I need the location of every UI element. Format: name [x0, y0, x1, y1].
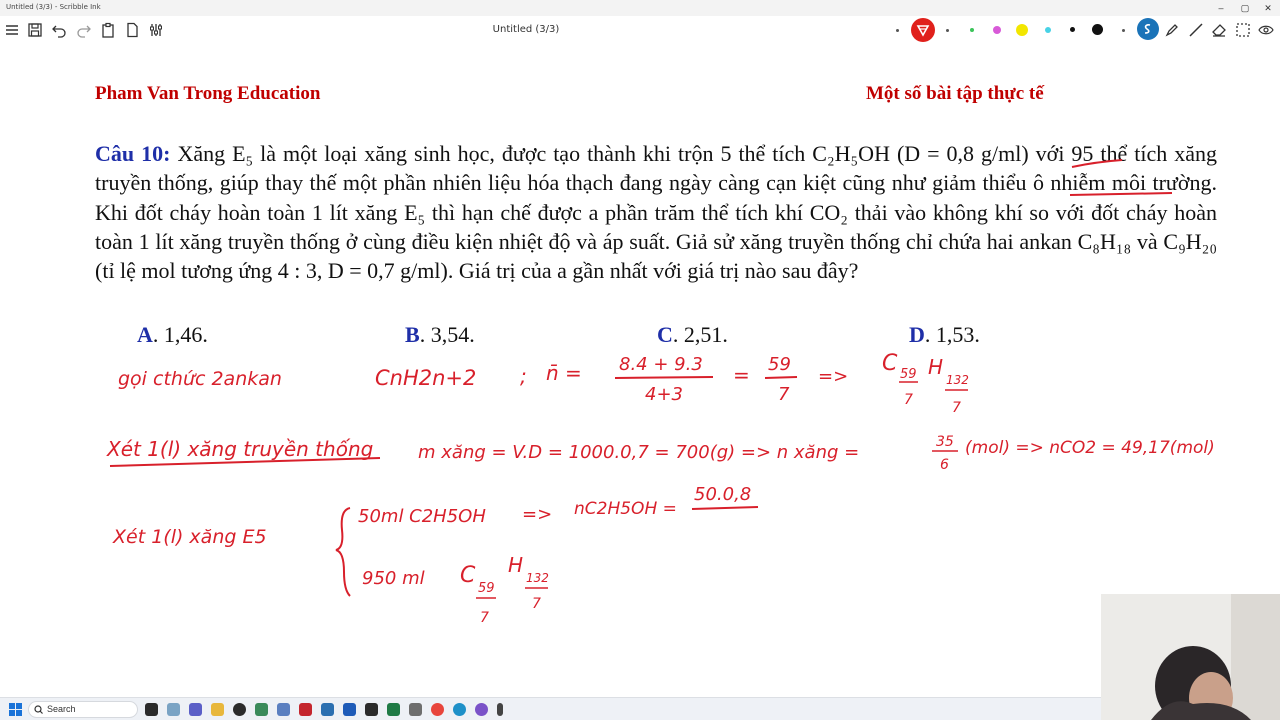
option-a-letter: A: [137, 322, 153, 347]
app-icon-blue[interactable]: [277, 703, 290, 716]
hw-eq1: =: [733, 363, 750, 387]
hw-frac1-bar: [615, 377, 713, 378]
hw-line3-e: 50.0,8: [694, 484, 752, 505]
hw-line3-b: 50ml C2H5OH: [358, 506, 486, 527]
option-b-letter: B: [405, 322, 420, 347]
chrome-icon[interactable]: [431, 703, 444, 716]
hw-n-den: 6: [940, 457, 949, 473]
hw-line1-semicolon: ;: [520, 364, 527, 388]
scribble-ink-icon[interactable]: [365, 703, 378, 716]
app-icon-gray[interactable]: [409, 703, 422, 716]
app-icon-purple[interactable]: [475, 703, 488, 716]
taskbar-search[interactable]: [28, 701, 138, 718]
hw-line4-hd: 7: [532, 596, 541, 612]
hw-line4-a: 950 ml: [362, 568, 425, 589]
hw-frac2-den: 7: [778, 384, 790, 405]
hw-line3-bar: [692, 507, 758, 509]
hw-line4-hn: 132: [526, 571, 549, 585]
obs-icon[interactable]: [233, 703, 246, 716]
presenter-video: [1101, 594, 1280, 720]
hw-line1-formula: CnH2n+2: [375, 366, 477, 390]
search-placeholder: Search: [47, 704, 76, 714]
hw-line4-cd: 7: [480, 610, 489, 626]
hw-line2-b: m xăng = V.D = 1000.0,7 = 700(g) => n xăng =: [418, 442, 860, 463]
task-view-icon[interactable]: [145, 703, 158, 716]
hw-frac2-bar: [765, 377, 797, 378]
hw-c-num: 59: [900, 367, 917, 382]
mail-icon[interactable]: [321, 703, 334, 716]
hw-line3-a: Xét 1(l) xăng E5: [113, 526, 267, 548]
word-icon[interactable]: [343, 703, 356, 716]
window-title: Untitled (3/3) - Scribble Ink: [6, 3, 101, 11]
hw-line4-cn: 59: [478, 581, 495, 596]
hw-h-den: 7: [952, 400, 961, 416]
option-a-value: . 1,46.: [152, 322, 208, 347]
close-button[interactable]: ✕: [1264, 3, 1272, 13]
hw-line2-a: Xét 1(l) xăng truyền thống: [107, 437, 374, 461]
question-number: Câu 10:: [95, 141, 171, 166]
hw-c-letter: C: [882, 351, 898, 376]
question-text: Xăng E₅ là một loại xăng sinh học, được tạo thành khi trộn 5 thể tích C₂H₅OH (D = 0,8 g/ml) với 95 thể tích xăng truyền thống, giúp thay thế một phần nhiên liệu hóa thạch đang ngày càng cạn kiệt cũng như giảm thiểu ô nhiễm môi trường. Khi đốt cháy hoàn toàn 1 lít xăng E₅ thì hạn chế được a phần trăm thể tích khí CO₂ thải vào không khí so với đốt cháy hoàn toàn 1 lít xăng truyền thống ở cùng điều kiện nhiệt độ và áp suất. Giả sử xăng truyền thống chỉ chứa hai ankan C₈H₁₈ và C₉H₂₀ (tỉ lệ mol tương ứng 4 : 3, D = 0,7 g/ml). Giá trị của a gần nhất với giá trị nào sau đây?: [95, 141, 1218, 284]
app-icon-small[interactable]: [497, 703, 503, 716]
excel-icon[interactable]: [387, 703, 400, 716]
hw-frac2-num: 59: [768, 354, 791, 375]
hw-n-num: 35: [936, 434, 954, 450]
hw-line4-h: H: [508, 553, 524, 577]
taskbar: [0, 697, 1101, 720]
widgets-icon[interactable]: [167, 703, 180, 716]
maximize-button[interactable]: ▢: [1240, 3, 1250, 13]
option-c-letter: C: [657, 322, 673, 347]
hw-h-letter: H: [928, 355, 944, 379]
document-title: Untitled (3/3): [492, 24, 560, 35]
hw-arrow1: =>: [818, 366, 849, 387]
teams-icon[interactable]: [189, 703, 202, 716]
hw-line4-c: C: [460, 563, 476, 588]
hw-line2-c: (mol) => nCO2 = 49,17(mol): [965, 438, 1215, 458]
edge-icon[interactable]: [453, 703, 466, 716]
hw-h-num: 132: [946, 373, 969, 387]
header-right: Một số bài tập thực tế: [866, 83, 1044, 104]
file-explorer-icon[interactable]: [211, 703, 224, 716]
hw-line1-a: gọi cthức 2ankan: [118, 368, 282, 390]
hw-c-den: 7: [904, 392, 913, 408]
hw-line3-d: nC2H5OH =: [574, 499, 677, 519]
option-d-value: . 1,53.: [924, 322, 980, 347]
option-c-value: . 2,51.: [672, 322, 728, 347]
webcam-overlay: [1101, 594, 1280, 720]
underline-can-kiet: [1070, 193, 1172, 195]
hw-frac1-num: 8.4 + 9.3: [619, 354, 703, 375]
underline-density: [1072, 160, 1122, 167]
search-icon: [34, 705, 43, 714]
hw-frac1-den: 4+3: [645, 384, 683, 405]
app-icon-green[interactable]: [255, 703, 268, 716]
hw-brace: [336, 508, 350, 596]
hw-line3-arrow: =>: [522, 504, 553, 525]
pdf-icon[interactable]: [299, 703, 312, 716]
option-d-letter: D: [909, 322, 925, 347]
header-left: Pham Van Trong Education: [95, 83, 321, 104]
minimize-button[interactable]: –: [1218, 3, 1224, 13]
windows-start-icon[interactable]: [9, 703, 22, 716]
option-b-value: . 3,54.: [419, 322, 475, 347]
hw-nbar: n̄ =: [546, 361, 582, 385]
